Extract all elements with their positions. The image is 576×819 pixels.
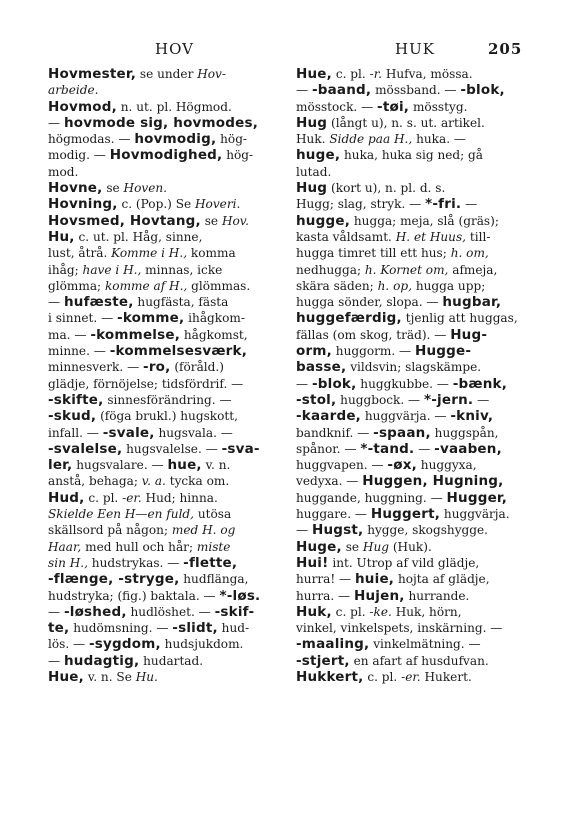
left-column-line <box>48 604 286 620</box>
headword: hufæste, <box>63 294 134 311</box>
headword: Hui! <box>296 554 329 571</box>
definition-text: huggorm. — <box>331 344 415 359</box>
definition-text: n. ut. pl. Högmod. <box>116 99 232 114</box>
italic-text: have i H., <box>82 262 142 277</box>
right-column-line <box>296 310 531 326</box>
headword: -vaaben, <box>434 440 502 457</box>
running-header <box>0 40 576 64</box>
right-column-line <box>296 441 531 457</box>
right-column-line <box>296 99 531 115</box>
definition-text: huggyxa, <box>416 458 477 473</box>
definition-text: huggare. — <box>296 507 371 522</box>
definition-text: huggvapen. — <box>296 458 388 473</box>
definition-text: huggande, huggning. — <box>296 490 447 505</box>
italic-text: h. om, <box>450 246 489 261</box>
definition-text: glädje, förnöjelse; tidsfördrif. — <box>48 376 244 391</box>
headword: -tøi, <box>377 98 410 115</box>
italic-text: med H. og <box>171 523 236 538</box>
italic-text: arbeide. <box>48 83 99 98</box>
right-column-line <box>296 522 531 538</box>
definition-text: huggbock. — <box>336 392 424 407</box>
definition-text: hudsjukdom. <box>160 637 244 652</box>
definition-text: vedyxa. — <box>296 474 363 489</box>
headword: hovmodig, <box>134 131 217 148</box>
headword: Hovsmed, Hovtang, <box>48 212 201 229</box>
italic-text: Hoven. <box>123 181 167 196</box>
definition-text: (föråld.) <box>170 360 224 375</box>
headword: Hovmester, <box>48 66 137 82</box>
headword: -spaan, <box>373 424 431 441</box>
right-column-line <box>296 66 531 82</box>
right-column-line <box>296 408 531 424</box>
left-column-line <box>48 376 286 392</box>
right-column-line <box>296 213 531 229</box>
right-column-line <box>296 294 531 310</box>
headword: -øx, <box>387 457 417 474</box>
left-column-line <box>48 425 286 441</box>
right-column-line <box>296 343 531 359</box>
left-column-line <box>48 294 286 310</box>
definition-text: högmodas. — <box>48 132 135 147</box>
definition-text: minnesverk. — <box>48 360 144 375</box>
headword: Hug <box>296 114 328 131</box>
right-column-line <box>296 669 531 685</box>
headword: Huggen, Hugning, <box>362 473 504 490</box>
definition-text: hudartad. <box>139 653 204 668</box>
definition-text: bandknif. — <box>296 425 374 440</box>
headword: -stjert, <box>296 652 350 669</box>
headword: -svale, <box>102 424 155 441</box>
definition-text: sinnesförändring. — <box>103 392 232 407</box>
headword: Hud, <box>48 489 85 506</box>
italic-text: komme af H., <box>104 278 188 293</box>
definition-text: Huk. <box>296 132 330 147</box>
definition-text: int. Utrop af vild glädje, <box>328 555 480 570</box>
right-column-line <box>296 164 531 180</box>
definition-text: hugga sönder, slopa. — <box>296 295 443 310</box>
definition-text: — <box>473 392 490 407</box>
right-column-line <box>296 115 531 131</box>
headword: -komme, <box>117 310 185 327</box>
definition-text: — <box>48 604 64 619</box>
headword: Hovmodighed, <box>109 147 223 164</box>
headword: *-jern. <box>423 391 474 408</box>
headword: Hovning, <box>48 196 118 213</box>
definition-text: (långt u), n. s. ut. artikel. <box>327 115 485 130</box>
left-column-line <box>48 555 286 571</box>
definition-text: c. pl. <box>84 490 123 505</box>
definition-text: vildsvin; slagskämpe. <box>346 360 482 375</box>
definition-text: lust, åtrå. <box>48 246 112 261</box>
definition-text: huggvärja. — <box>361 409 451 424</box>
headword: Hovmod, <box>48 98 117 115</box>
left-column-line <box>48 131 286 147</box>
left-column-line <box>48 653 286 669</box>
right-column-line <box>296 180 531 196</box>
definition-text: — <box>48 115 64 130</box>
definition-text: minnas, icke <box>141 262 223 277</box>
italic-text: -er. <box>122 490 142 505</box>
definition-text: ihåg; <box>48 262 83 277</box>
definition-text: mössband. — <box>371 83 461 98</box>
definition-text: — <box>296 376 312 391</box>
left-column-line <box>48 343 286 359</box>
definition-text: hög- <box>216 132 248 147</box>
definition-text: c. pl. <box>363 669 402 684</box>
left-column-line <box>48 180 286 196</box>
italic-text: -r. <box>369 67 382 81</box>
definition-text: hygge, skogshygge. <box>363 523 489 538</box>
right-column-line <box>296 653 531 669</box>
definition-text: vinkelmätning. — <box>369 637 481 652</box>
left-column-line <box>48 229 286 245</box>
headword: Hukkert, <box>296 668 364 685</box>
left-column <box>48 66 286 685</box>
left-column-line <box>48 196 286 212</box>
header-right-guideword: HUK <box>395 40 435 58</box>
headword: ler, <box>48 457 73 474</box>
definition-text: vinkel, vinkelspets, inskärning. — <box>296 621 503 636</box>
headword: Huk, <box>296 603 332 620</box>
headword: -sva- <box>221 440 260 457</box>
headword: -sygdom, <box>88 636 161 653</box>
definition-text: mösstyg. <box>409 99 468 114</box>
left-column-line <box>48 66 286 82</box>
definition-text: v. n. <box>201 458 231 473</box>
definition-text: mösstock. — <box>296 99 378 114</box>
italic-text: Hoveri. <box>195 197 241 212</box>
headword: -slidt, <box>172 620 218 637</box>
definition-text: skällsord på någon; <box>48 523 172 538</box>
headword: *-fri. <box>425 196 462 213</box>
headword: Hue, <box>48 668 84 685</box>
italic-text: h. op, <box>377 278 412 293</box>
left-column-line <box>48 147 286 163</box>
right-column-line <box>296 473 531 489</box>
headword: Hujen, <box>353 587 405 604</box>
left-column-line <box>48 392 286 408</box>
definition-text: hurra! — <box>296 572 355 587</box>
headword: -baand, <box>311 82 372 99</box>
definition-text: komma <box>187 246 236 261</box>
definition-text: infall. — <box>48 425 103 440</box>
definition-text: mod. <box>48 164 79 179</box>
italic-text: Komme i H., <box>111 246 188 261</box>
left-column-line <box>48 115 286 131</box>
left-column-line <box>48 359 286 375</box>
left-column-line <box>48 457 286 473</box>
right-column <box>296 66 531 685</box>
headword: hugbar, <box>442 294 502 311</box>
italic-text: Skielde Een H—en fuld, <box>48 507 195 522</box>
definition-text: hudflänga, <box>179 572 249 587</box>
definition-text: Hukert. <box>420 669 472 684</box>
definition-text: skära säden; <box>296 278 378 293</box>
definition-text: hugsvalelse. — <box>122 441 222 456</box>
definition-text: huka. — <box>412 132 466 147</box>
definition-text: minne. — <box>48 344 110 359</box>
definition-text: hugga upp; <box>411 278 486 293</box>
italic-text: Sidde paa H., <box>329 132 413 147</box>
definition-text: afmeja, <box>448 262 498 277</box>
definition-text: se <box>341 539 363 554</box>
left-column-line <box>48 522 286 538</box>
definition-text: hurrande. <box>404 588 470 603</box>
definition-text: Huk, hörn, <box>391 604 462 619</box>
italic-text: -ke. <box>369 604 392 619</box>
left-column-line <box>48 620 286 636</box>
definition-text: i sinnet. — <box>48 311 118 326</box>
definition-text: — <box>414 441 435 456</box>
definition-text: v. n. Se <box>84 669 136 684</box>
headword: -kommelse, <box>90 326 181 343</box>
definition-text: ihågkom- <box>184 311 245 326</box>
headword: -skud, <box>48 408 97 425</box>
left-column-line <box>48 327 286 343</box>
left-column-line <box>48 245 286 261</box>
definition-text: se <box>200 213 222 228</box>
definition-text: modig. — <box>48 148 110 163</box>
right-column-line <box>296 376 531 392</box>
right-column-line <box>296 82 531 98</box>
definition-text: c. (Pop.) Se <box>117 197 196 212</box>
headword: -ro, <box>143 359 171 376</box>
definition-text: hugfästa, fästa <box>133 295 229 310</box>
headword: -kniv, <box>450 408 494 425</box>
right-column-line <box>296 555 531 571</box>
headword: Hugger, <box>446 489 508 506</box>
definition-text: en afart af husdufvan. <box>349 653 489 668</box>
italic-text: miste <box>196 539 231 554</box>
definition-text: Hugg; slag, stryk. — <box>296 197 426 212</box>
definition-text: huggspån, <box>430 425 499 440</box>
headword: *-tand. <box>360 440 415 457</box>
right-column-line <box>296 490 531 506</box>
definition-text: c. pl. <box>331 604 370 619</box>
headword: Hugst, <box>311 522 364 539</box>
headword: -kommelsesværk, <box>109 343 248 360</box>
definition-text: huggvärja. <box>440 507 510 522</box>
right-column-line <box>296 506 531 522</box>
right-column-line <box>296 425 531 441</box>
definition-text: glömma; <box>48 278 105 293</box>
definition-text: hudstrykas. — <box>87 555 184 570</box>
headword: hovmode sig, hovmodes, <box>63 114 259 131</box>
left-column-line <box>48 164 286 180</box>
left-column-line <box>48 506 286 522</box>
definition-text: tjenlig att huggas, <box>401 311 518 326</box>
headword: Hug <box>296 180 328 197</box>
definition-text: hågkomst, <box>180 327 248 342</box>
right-column-line <box>296 262 531 278</box>
definition-text: nedhugga; <box>296 262 365 277</box>
definition-text: fällas (om skog, träd). — <box>296 327 451 342</box>
headword: -bænk, <box>452 375 508 392</box>
definition-text: se <box>102 181 124 196</box>
definition-text: Hufva, mössa. <box>382 67 473 81</box>
definition-text: c. ut. pl. Håg, sinne, <box>74 229 203 244</box>
definition-text: till- <box>466 229 491 244</box>
italic-text: -er. <box>401 669 421 684</box>
headword: -blok, <box>311 375 357 392</box>
left-column-line <box>48 636 286 652</box>
italic-text: H. et Huus, <box>395 229 467 244</box>
right-column-line <box>296 457 531 473</box>
definition-text: — <box>48 295 64 310</box>
headword: Huggert, <box>370 506 441 523</box>
italic-text: Hov. <box>221 213 250 228</box>
definition-text: huggkubbe. — <box>356 376 453 391</box>
left-column-line <box>48 588 286 604</box>
right-column-line <box>296 327 531 343</box>
right-column-line <box>296 604 531 620</box>
headword: hudagtig, <box>63 652 140 669</box>
left-column-line <box>48 473 286 489</box>
italic-text: Hug <box>362 539 389 554</box>
right-column-line <box>296 620 531 636</box>
left-column-line <box>48 82 286 98</box>
definition-text: hurra. — <box>296 588 354 603</box>
italic-text: Hov- <box>197 67 226 81</box>
left-column-line <box>48 490 286 506</box>
italic-text: Haar, <box>48 539 82 554</box>
headword: -stol, <box>296 391 337 408</box>
definition-text: huka, huka sig ned; gå <box>340 148 483 163</box>
definition-text: lös. — <box>48 637 89 652</box>
definition-text: — <box>461 197 478 212</box>
headword: -flænge, -stryge, <box>48 571 180 588</box>
headword: -løshed, <box>63 603 127 620</box>
right-column-line <box>296 245 531 261</box>
definition-text: (föga brukl.) hugskott, <box>96 409 238 424</box>
headword: Hugge- <box>415 343 472 360</box>
header-left-guideword: HOV <box>155 40 194 58</box>
headword: Hovne, <box>48 180 103 197</box>
headword: huie, <box>355 571 395 588</box>
right-column-line <box>296 588 531 604</box>
right-column-line <box>296 636 531 652</box>
definition-text: hugsvalare. — <box>72 458 168 473</box>
headword: te, <box>48 620 70 637</box>
definition-text: spånor. — <box>296 441 361 456</box>
definition-text: — <box>296 523 312 538</box>
headword: Huge, <box>296 538 342 555</box>
definition-text: anstå, behaga; <box>48 474 142 489</box>
left-column-line <box>48 99 286 115</box>
definition-text: hugga timret till ett hus; <box>296 246 451 261</box>
right-column-line <box>296 196 531 212</box>
definition-text: hudlöshet. — <box>126 604 215 619</box>
definition-text: Hud; hinna. <box>141 490 218 505</box>
definition-text: hugga; meja, slå (gräs); <box>350 213 499 228</box>
definition-text: med hull och hår; <box>81 539 197 554</box>
right-column-line <box>296 359 531 375</box>
definition-text: — <box>48 653 64 668</box>
headword: -svalelse, <box>48 440 123 457</box>
headword: hugge, <box>296 212 351 229</box>
definition-text: hög- <box>222 148 254 163</box>
left-column-line <box>48 441 286 457</box>
left-column-line <box>48 262 286 278</box>
headword: Hue, <box>296 66 332 82</box>
definition-text: hudömsning. — <box>69 621 173 636</box>
left-column-line <box>48 571 286 587</box>
left-column-line <box>48 278 286 294</box>
headword: -kaarde, <box>296 408 362 425</box>
headword: -skifte, <box>48 391 104 408</box>
italic-text: h. Kornet om, <box>364 262 449 277</box>
right-column-line <box>296 539 531 555</box>
right-column-line <box>296 278 531 294</box>
italic-text: sin H., <box>48 555 88 570</box>
headword: *-løs. <box>219 587 261 604</box>
headword: hue, <box>167 457 202 474</box>
right-column-line <box>296 571 531 587</box>
definition-text: — <box>296 83 312 98</box>
left-column-line <box>48 669 286 685</box>
right-column-line <box>296 392 531 408</box>
italic-text: Hu. <box>135 669 158 684</box>
definition-text: ma. — <box>48 327 91 342</box>
left-column-line <box>48 408 286 424</box>
definition-text: hudstryka; (fig.) baktala. — <box>48 588 220 603</box>
right-column-line <box>296 131 531 147</box>
left-column-line <box>48 213 286 229</box>
headword: -maaling, <box>296 636 370 653</box>
definition-text: (Huk). <box>389 539 432 554</box>
definition-text: glömmas. <box>187 278 251 293</box>
right-column-line <box>296 229 531 245</box>
headword: -skif- <box>214 603 255 620</box>
right-column-line <box>296 147 531 163</box>
definition-text: hugsvala. — <box>154 425 233 440</box>
definition-text: lutad. <box>296 164 332 179</box>
left-column-line <box>48 310 286 326</box>
definition-text: hojta af glädje, <box>394 572 490 587</box>
definition-text: se under <box>136 67 198 81</box>
definition-text: tycka om. <box>165 474 230 489</box>
definition-text: c. pl. <box>332 67 370 81</box>
headword: basse, <box>296 359 347 376</box>
headword: orm, <box>296 343 332 360</box>
headword: Hug- <box>450 326 488 343</box>
definition-text: kasta våldsamt. <box>296 229 396 244</box>
headword: -flette, <box>183 554 238 571</box>
definition-text: utösa <box>194 507 232 522</box>
headword: Hu, <box>48 228 75 245</box>
headword: -blok, <box>460 82 505 99</box>
left-column-line <box>48 539 286 555</box>
definition-text: hud- <box>217 621 250 636</box>
page-number: 205 <box>488 40 523 58</box>
definition-text: (kort u), n. pl. d. s. <box>327 181 446 196</box>
headword: huggefærdig, <box>296 310 402 327</box>
italic-text: v. a. <box>141 474 166 489</box>
headword: huge, <box>296 147 341 164</box>
